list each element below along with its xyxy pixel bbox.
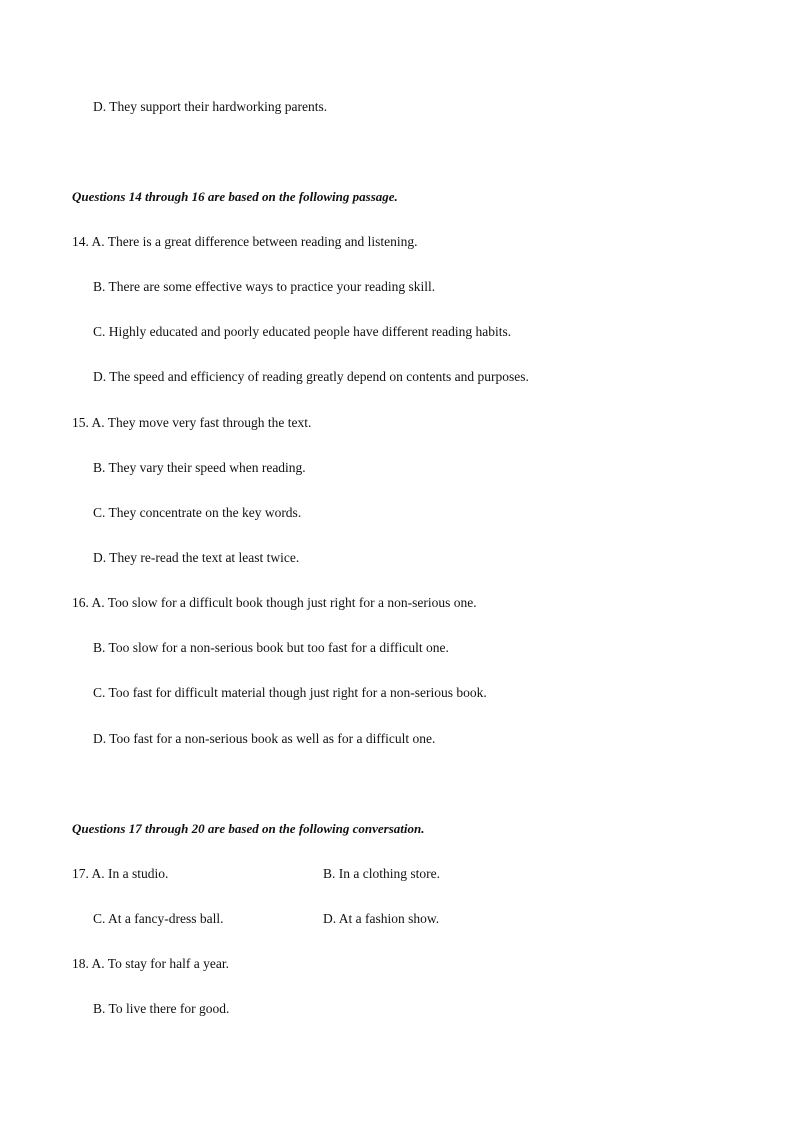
section-heading-conversation: Questions 17 through 20 are based on the following conversation.: [72, 821, 425, 836]
section-heading-passage: Questions 14 through 16 are based on the following passage.: [72, 189, 398, 204]
q15-option-a: 15. A. They move very fast through the text.: [72, 415, 312, 430]
q14-option-b: B. There are some effective ways to practice your reading skill.: [93, 279, 436, 294]
q14-option-d: D. The speed and efficiency of reading greatly depend on contents and purposes.: [93, 369, 529, 384]
q18-option-b: B. To live there for good.: [93, 1001, 230, 1016]
q15-option-b: B. They vary their speed when reading.: [93, 460, 306, 475]
q16-option-b: B. Too slow for a non-serious book but too fast for a difficult one.: [93, 640, 449, 655]
q15-option-c: C. They concentrate on the key words.: [93, 505, 302, 520]
q13-option-d: D. They support their hardworking parents.: [93, 99, 328, 114]
q17-option-a: 17. A. In a studio.: [72, 866, 169, 881]
q16-option-a: 16. A. Too slow for a difficult book though just right for a non-serious one.: [72, 595, 477, 610]
q16-option-d: D. Too fast for a non-serious book as well as for a difficult one.: [93, 731, 436, 746]
q14-option-c: C. Highly educated and poorly educated people have different reading habits.: [93, 324, 512, 339]
q17-option-b: B. In a clothing store.: [323, 866, 440, 881]
q18-option-a: 18. A. To stay for half a year.: [72, 956, 230, 971]
q15-option-d: D. They re-read the text at least twice.: [93, 550, 300, 565]
q17-option-d: D. At a fashion show.: [323, 911, 440, 926]
q17-option-c: C. At a fancy-dress ball.: [93, 911, 224, 926]
q16-option-c: C. Too fast for difficult material though just right for a non-serious book.: [93, 685, 487, 700]
q14-option-a: 14. A. There is a great difference between reading and listening.: [72, 234, 418, 249]
